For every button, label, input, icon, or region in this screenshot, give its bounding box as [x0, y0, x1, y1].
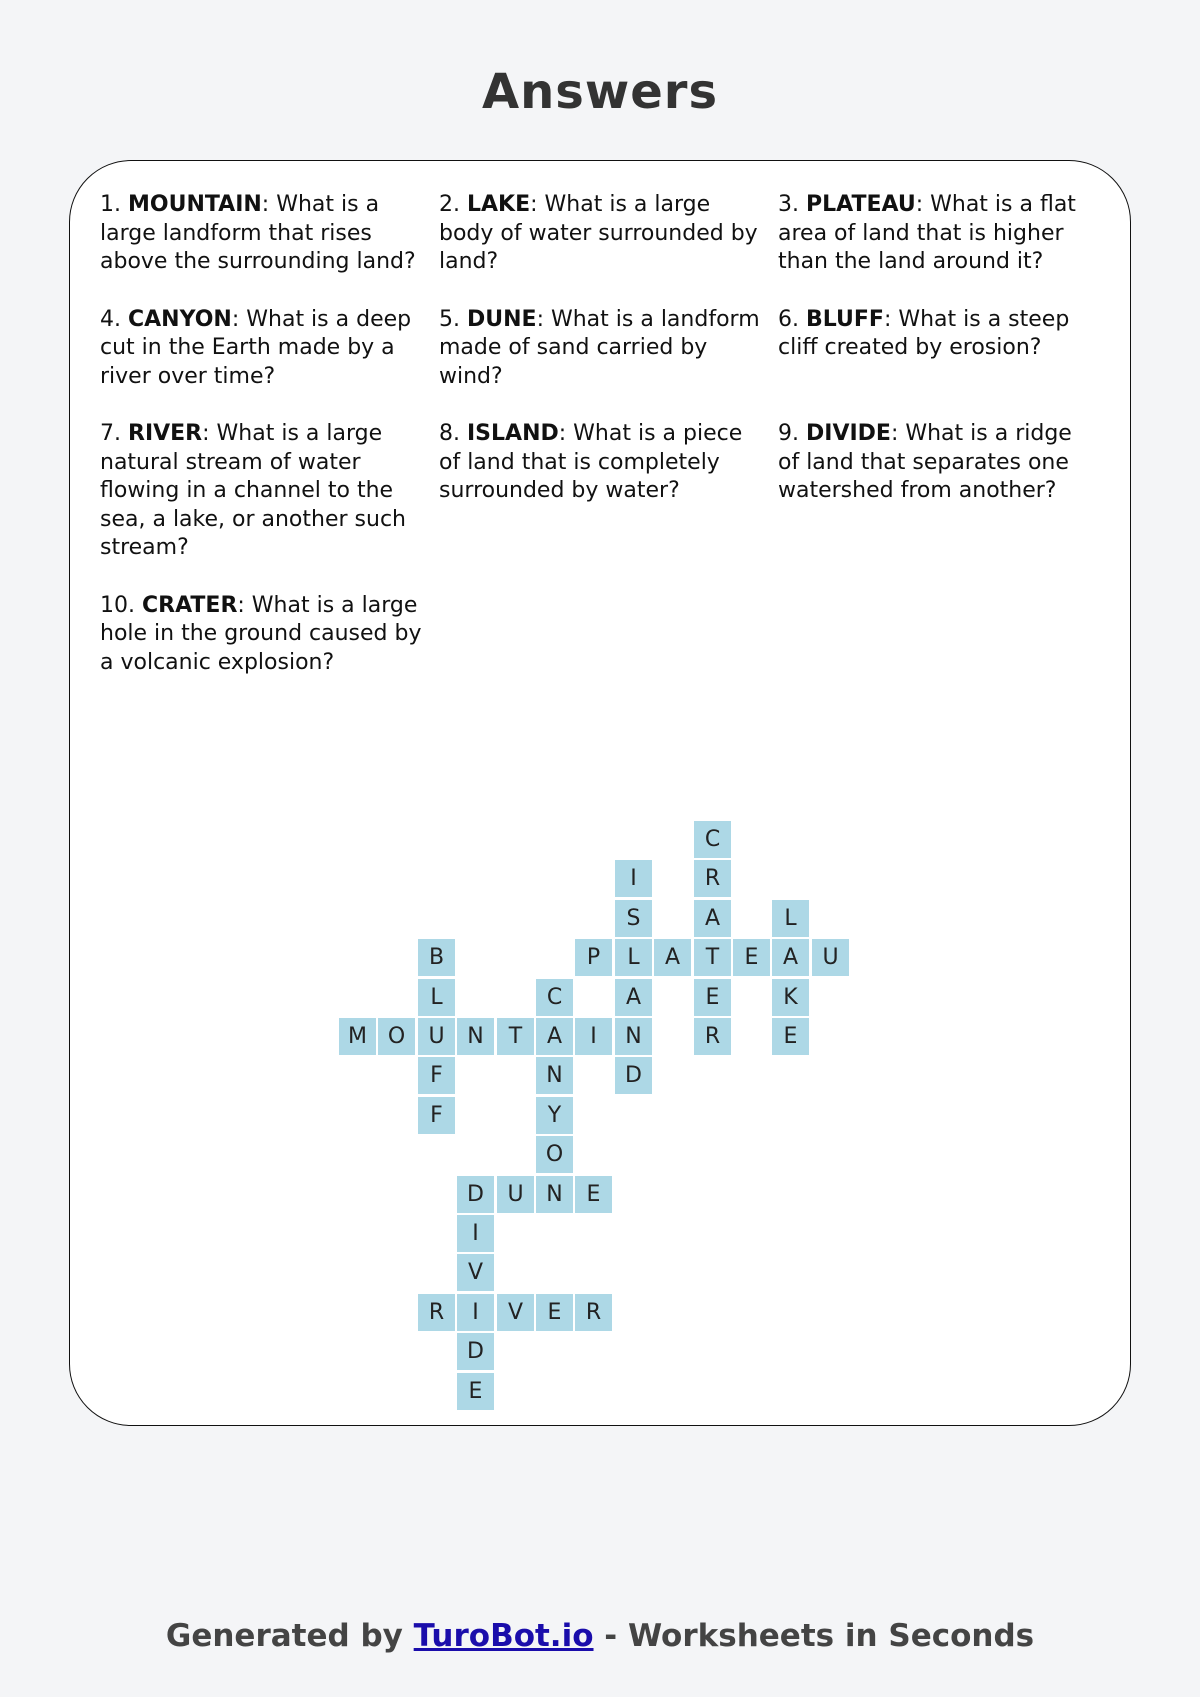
crossword-grid — [70, 161, 1130, 1425]
grid-cell: R — [694, 860, 731, 897]
grid-cell: I — [615, 860, 652, 897]
clue-text: : What is a large body of water surrounded by land? — [439, 192, 758, 274]
clue-text: : What is a flat area of land that is higher than the land around it? — [778, 192, 1076, 274]
grid-cell: T — [497, 1018, 534, 1055]
clue-number: 9. — [778, 421, 799, 446]
clue-answer: RIVER — [128, 421, 203, 446]
grid-cell: Y — [536, 1097, 573, 1134]
clue-number: 1. — [100, 192, 121, 217]
clue-text: : What is a piece of land that is completely surrounded by water? — [439, 421, 743, 503]
grid-cell: N — [457, 1018, 494, 1055]
grid-cell: D — [615, 1057, 652, 1094]
grid-cell: L — [772, 900, 809, 937]
clue-answer: DUNE — [467, 306, 537, 332]
clue-text: : What is a landform made of sand carried by wind? — [439, 306, 760, 389]
footer-suffix: - Worksheets in Seconds — [593, 1618, 1035, 1654]
grid-cell: N — [536, 1057, 573, 1094]
clue-answer: MOUNTAIN — [128, 192, 262, 217]
clue-text: : What is a deep cut in the Earth made by a river over time? — [100, 306, 412, 389]
clue-number: 3. — [778, 192, 799, 217]
grid-cell: U — [497, 1176, 534, 1213]
grid-cell: A — [694, 900, 731, 937]
clue-number: 2. — [439, 192, 460, 217]
clue-answer: CANYON — [128, 306, 232, 332]
clue-text: : What is a large hole in the ground caused by a volcanic explosion? — [100, 592, 422, 675]
grid-cell: M — [339, 1018, 376, 1055]
grid-cell: I — [457, 1215, 494, 1252]
clue-number: 6. — [778, 306, 799, 332]
clue-number: 8. — [439, 421, 460, 446]
grid-cell: C — [536, 979, 573, 1016]
grid-cell: E — [733, 939, 770, 976]
clue-number: 5. — [439, 306, 460, 332]
grid-cell: E — [575, 1176, 612, 1213]
grid-cell: B — [418, 939, 455, 976]
clue-text: : What is a ridge of land that separates one watershed from another? — [778, 421, 1072, 503]
grid-cell: T — [694, 939, 731, 976]
grid-cell: F — [418, 1057, 455, 1094]
clue-number: 4. — [100, 306, 121, 332]
grid-cell: E — [694, 979, 731, 1016]
page-title: Answers — [481, 64, 719, 120]
grid-cell: R — [575, 1294, 612, 1331]
answer-card — [69, 160, 1131, 1426]
clue-text: : What is a large natural stream of water flowing in a channel to the sea, a lake, or another such stream? — [100, 421, 406, 560]
grid-cell: N — [615, 1018, 652, 1055]
grid-cell: N — [536, 1176, 573, 1213]
grid-cell: I — [457, 1294, 494, 1331]
grid-cell: F — [418, 1097, 455, 1134]
grid-cell: V — [497, 1294, 534, 1331]
grid-cell: A — [654, 939, 691, 976]
grid-cell: A — [615, 979, 652, 1016]
grid-cell: D — [457, 1176, 494, 1213]
clue-answer: BLUFF — [806, 306, 884, 332]
grid-cell: D — [457, 1333, 494, 1370]
grid-cell: R — [418, 1294, 455, 1331]
grid-cell: I — [575, 1018, 612, 1055]
grid-cell: U — [418, 1018, 455, 1055]
clue-text: : What is a large landform that rises above the surrounding land? — [100, 192, 416, 274]
clue-answer: LAKE — [467, 192, 531, 217]
clue-text: : What is a steep cliff created by erosion? — [778, 306, 1070, 360]
grid-cell: K — [772, 979, 809, 1016]
grid-cell: L — [615, 939, 652, 976]
grid-cell: E — [457, 1373, 494, 1410]
grid-cell: E — [772, 1018, 809, 1055]
grid-cell: S — [615, 900, 652, 937]
clue-answer: ISLAND — [467, 421, 559, 446]
grid-cell: E — [536, 1294, 573, 1331]
grid-cell: A — [772, 939, 809, 976]
clue-number: 10. — [100, 592, 135, 618]
grid-cell: R — [694, 1018, 731, 1055]
grid-cell: P — [575, 939, 612, 976]
clue-answer: DIVIDE — [806, 421, 891, 446]
grid-cell: L — [418, 979, 455, 1016]
clue-answer: CRATER — [142, 592, 238, 618]
grid-cell: O — [378, 1018, 415, 1055]
footer-prefix: Generated by — [165, 1618, 414, 1654]
clue-answer: PLATEAU — [806, 192, 916, 217]
grid-cell: V — [457, 1254, 494, 1291]
grid-cell: O — [536, 1136, 573, 1173]
turobot-link[interactable]: TuroBot.io — [413, 1618, 594, 1654]
grid-cell: A — [536, 1018, 573, 1055]
grid-cell: U — [812, 939, 849, 976]
clue-number: 7. — [100, 421, 121, 446]
footer — [0, 1618, 1200, 1655]
grid-cell: C — [694, 821, 731, 858]
